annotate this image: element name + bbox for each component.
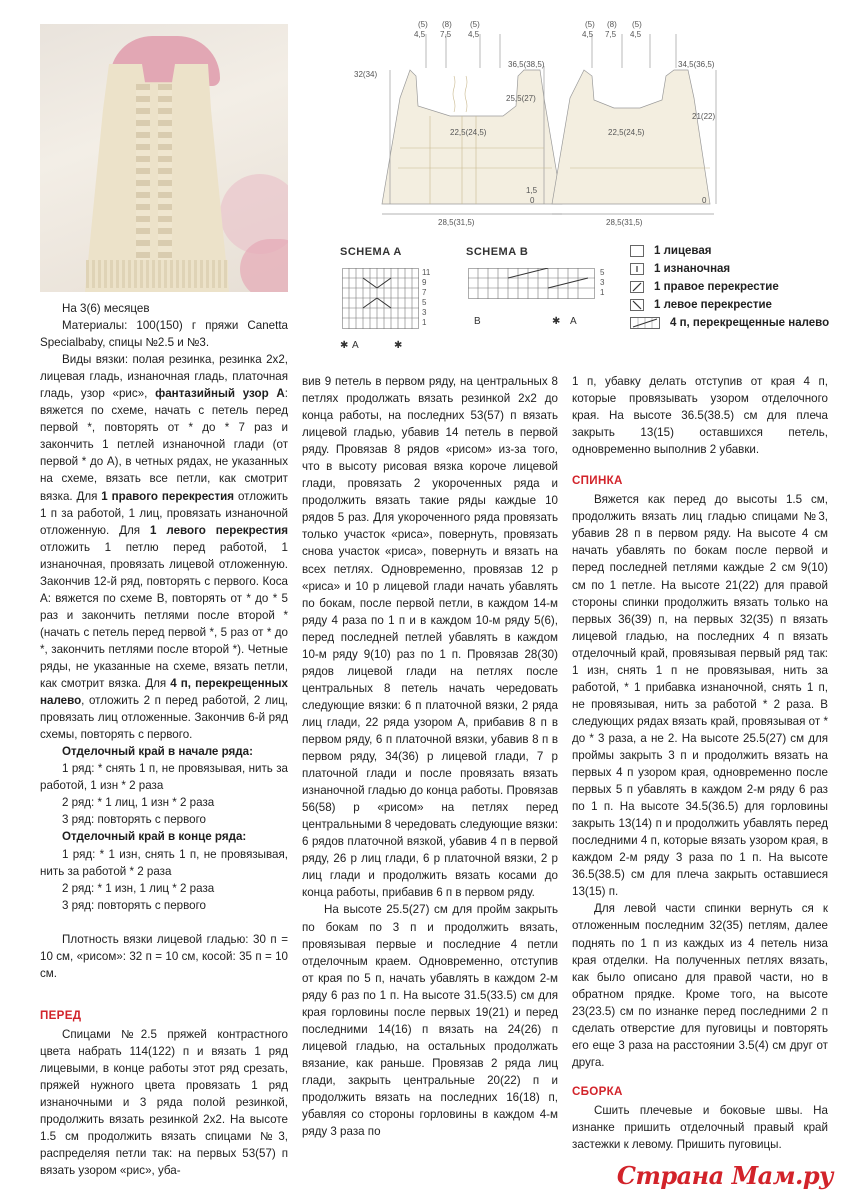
dim-label: 28,5(31,5) xyxy=(438,218,475,227)
legend-item xyxy=(630,260,829,278)
schema-a-rownum: 11 xyxy=(422,268,431,277)
schema-a-mark: ✱ xyxy=(340,340,349,351)
dim-label: (5) xyxy=(418,20,428,29)
dim-label: 36,5(38,5) xyxy=(508,60,545,69)
legend-label: 1 изнаночная xyxy=(654,263,731,275)
dim-label: 4,5 xyxy=(414,30,426,39)
knitted-dress xyxy=(82,64,232,292)
dim-label: 21(22) xyxy=(692,112,716,121)
schema-b-title: SCHEMA B xyxy=(466,246,529,258)
schema-b-mark: A xyxy=(570,316,577,327)
dim-label: 4,5 xyxy=(630,30,642,39)
dim-label: 0 xyxy=(702,196,707,205)
dim-label: 7,5 xyxy=(440,30,452,39)
legend-item xyxy=(630,278,829,296)
dim-label: 28,5(31,5) xyxy=(606,218,643,227)
edge-end-row: 3 ряд: повторять с первого xyxy=(62,898,206,912)
dim-label: 22,5(24,5) xyxy=(608,128,645,137)
legend-label: 1 правое перекрестие xyxy=(654,281,779,293)
legend-label: 1 левое перекрестие xyxy=(654,299,772,311)
legend-item xyxy=(630,314,829,332)
schema-b-mark: ✱ xyxy=(552,316,561,327)
shoulder-text: 1 п, убавку делать отступив от края 4 п, которые провязывать узором отделочного края. На высоте 36.5(38.5) см для плеча закрыть 13(15) оставшихся петель, одновременно выполнив 2 убавки. xyxy=(572,375,828,457)
section-heading-front: ПЕРЕД xyxy=(40,1008,82,1022)
legend-label: 4 п, перекрещенные налево xyxy=(670,317,830,329)
dim-label: 7,5 xyxy=(605,30,617,39)
schema-b xyxy=(466,246,616,336)
materials: Материалы: 100(150) г пряжи Canetta Specialbaby, спицы №2.5 и №3. xyxy=(40,319,288,350)
edge-start-row: 2 ряд: * 1 лиц, 1 изн * 2 раза xyxy=(62,796,215,810)
schema-b-rownum: 5 xyxy=(600,268,605,277)
dim-label: (5) xyxy=(585,20,595,29)
assembly-text: Сшить плечевые и боковые швы. На изнанке пришить отделочный правый край застежки к левому. Пришить пуговицы. xyxy=(572,1103,828,1152)
dim-label: 34,5(36,5) xyxy=(678,60,715,69)
edge-end-row: 2 ряд: * 1 изн, 1 лиц * 2 раза xyxy=(62,881,215,895)
front-text-cont: вив 9 петель в первом ряду, на центральных 8 петлях продолжать вязать резинкой 2x2 до конца работы, на последних 53(57) п вязать лицевой гладью, убавив 14 петель в первой ряду. Провязав 8 рядов «рисом» из-за того, что в высоту рисовая вязка короче лицевой глади, провязать 2 укороченных ряда и продолжить вязать такие ряды каждые 10 рядов 5 раз. Для укороченного ряда провязать только участок «риса», повернуть, провязать снова участок «риса», повернуть и вязать на всех петлях. Одновременно, провязав 12 р «риса» и 10 р лицевой глади начать убавлять по бокам, после первой петли, в каждом 14-м ряду 4 раза по 1 п и в каждом 10-м ряду 5(6), перед последней петлей убавлять в каждом 10-м ряду 9(10) раз по 1 п. Провязав 28(30) рядов лицевой глади на петлях после центральных 8 петель начать чередовать следующие вязки: 6 п платочной вязки, 2 ряда лиц глади, 22 ряда узором А, прибавив 8 п в первом ряду, 6 п платочной вязки, убавив 8 п в первом ряду, 34(36) р лицевой глади, 7 р платочной глади и после провязать вязать изнаночной гладью до конца работы. Провязав 56(58) р «рисом» на петлях перед центральными 8 чередовать следующие вязки: 6 рядов платочной вязкой, убавив 4 п в первой ряду, 26 р лиц глади, 6 р платочной вязки, 2 р лиц глади и продолжить вязать косами до конца работы, прибавив 6 п в первом ряду. xyxy=(302,375,558,900)
schema-b-mark: B xyxy=(474,316,481,327)
dim-label: 0 xyxy=(530,196,535,205)
schema-a-rownum: 3 xyxy=(422,308,427,317)
gauge: Плотность вязки лицевой гладью: 30 п = 10 см, «рисом»: 32 п = 10 см, косой: 35 п = 10 см. xyxy=(40,932,288,980)
cable-left-icon xyxy=(630,317,660,329)
legend-item xyxy=(630,242,829,260)
schema-a-rownum: 5 xyxy=(422,298,427,307)
dim-label: 1,5 xyxy=(526,186,538,195)
edge-end-title: Отделочный край в конце ряда: xyxy=(62,830,247,844)
cable-stripe xyxy=(158,84,172,284)
site-watermark: Страна Мам.ру xyxy=(616,1161,833,1190)
dim-label: 32(34) xyxy=(354,70,378,79)
right-cross-icon xyxy=(630,281,644,293)
cable-stripe xyxy=(136,84,150,284)
schema-a-rownum: 9 xyxy=(422,278,427,287)
purl-stitch-icon xyxy=(630,263,644,275)
schema-b-rownum: 3 xyxy=(600,278,605,287)
schema-a-grid xyxy=(342,268,422,330)
schema-a xyxy=(340,246,450,356)
edge-start-title: Отделочный край в начале ряда: xyxy=(62,745,253,759)
dim-label: 4,5 xyxy=(582,30,594,39)
legend-item xyxy=(630,296,829,314)
dim-label: (5) xyxy=(632,20,642,29)
section-heading-back: СПИНКА xyxy=(572,474,623,488)
text-column-3 xyxy=(572,373,828,1153)
size-line: На 3(6) месяцев xyxy=(62,302,150,315)
knit-stitch-icon xyxy=(630,245,644,257)
legend-label: 1 лицевая xyxy=(654,245,712,257)
dress-hem xyxy=(86,260,228,288)
schema-a-mark: ✱ xyxy=(394,340,403,351)
dim-label: (8) xyxy=(442,20,452,29)
back-left-text: Для левой части спинки вернуть ся к отложенным последним 32(35) петлям, далее поднять по 1 п из каждых из 4 петель низа края отделки. На полученных петлях вязать, как было описано для правой части, но в обратном прядке. Кроме того, на высоте 23(23.5) см по изнанке перед последними 2 п сделать отверстие для пуговицы и повторять его еще 3 раза на расстоянии 3.5(4) см друг от друга. xyxy=(572,902,828,1069)
stitch-types: Виды вязки: полая резинка, резинка 2x2, лицевая гладь, изнаночная гладь, платочная гладь, узор «рис», фантазийный узор А: вяжется по схеме, начать с петель перед первой *, повторять от * до * 7 раз и закончить 1 петлей изнаночной глади (от первой * до А), в четных рядах, не указанных на схеме, вязать все петли, как смотрит вязка. Для 1 правого перекрестия отложить 1 п за работой, 1 лиц, провязать изнаночной отложенную. Для 1 левого перекрестия отложить 1 петлю перед работой, 1 изнаночная, провязать лицевой отложенную. Закончив 12-й ряд, повторять с первого. Коса А: вяжется по схеме В, повторять от * до * 5 раз и закончить петлями после второй * (начать с петель перед первой *, 5 раз от * до *, закончить петлями после второй *). Четные ряды, не указанные на схеме, вязать петли, как смотрит вязка. Для 4 п, перекрещенных налево, отложить 2 п перед работой, 2 лиц, провязать лиц отложенные. Закончив 6-й ряд схемы, повторять с первого. xyxy=(40,353,288,742)
schema-a-rownum: 7 xyxy=(422,288,427,297)
schema-b-grid xyxy=(468,268,598,300)
schema-a-rownum: 1 xyxy=(422,318,427,327)
schema-b-rownum: 1 xyxy=(600,288,605,297)
dim-label: 4,5 xyxy=(468,30,480,39)
dim-label: 25,5(27) xyxy=(506,94,536,103)
pattern-schematic xyxy=(330,18,730,230)
text-column-2 xyxy=(302,373,558,1140)
front-text: Спицами №2.5 пряжей контрастного цвета набрать 114(122) п и вязать 1 ряд лицевыми, в конце работы этот ряд срезать, пряжей нужного цвета провязать 1 ряд изнаночными и 3 ряда полой резинкой, продолжить вязать резинкой 2x2. На высоте 1.5 см продолжить вязать спицами №3, распределяя петли так: на первых 53(57) п вязать узором «рис», уба- xyxy=(40,1027,288,1178)
schema-a-mark: A xyxy=(352,340,359,351)
stitch-legend xyxy=(630,242,829,332)
section-heading-assembly: СБОРКА xyxy=(572,1084,623,1098)
left-cross-icon xyxy=(630,299,644,311)
dim-label: (5) xyxy=(470,20,480,29)
schema-a-title: SCHEMA A xyxy=(340,246,402,258)
dress-photo xyxy=(40,24,288,292)
dim-label: (8) xyxy=(607,20,617,29)
edge-start-row: 1 ряд: * снять 1 п, не провязывая, нить за работой, 1 изн * 2 раза xyxy=(40,762,288,793)
edge-end-row: 1 ряд: * 1 изн, снять 1 п, не провязывая, нить за работой * 2 раза xyxy=(40,847,288,878)
armhole-text: На высоте 25.5(27) см для пройм закрыть по бокам по 3 п и продолжить вязать, провязывая первые и последние 4 петли отделочным краем. Одновременно, отступив от края по 5 п, начать убавлять в каждом 2-м ряду 6 раз по 1 п. На высоте 31.5(33.5) см для края горловины после первых 19(21) и перед последними 14(16) п вязать на 24(26) п лицевой гладью, на остальных продолжать вязание, как раньше. Провязав 2 ряда лиц глади, закрыть центральные 20(22) п и продолжить вязать на последних 16(18) п, убавляя со стороны горловины в каждом 4-м ряду 3 раза по xyxy=(302,903,558,1139)
back-text: Вяжется как перед до высоты 1.5 см, продолжить вязать лиц гладью спицами №3, убавив 28 п в первом ряду. На высоте 4 см начать убавлять по бокам после первой и перед последней петлями каждые 2 см 9(10) см по 1 петле. На высоте 21(22) для правой стороны спинки продолжить вязать только на первых 36(39) п, на первых 32(35) п вязать лицевой гладью, на последних 4 п вязать отделочный край, провязывая первый ряд так: 1 изн, снять 1 п не провязывая, нить за работой, * 1 прибавка изнаночной, снять 1 п, не провязывая, нить за работой * 2 раза. В следующих рядах вязать край, провязывая от * до * 3 раза, а не 2. На высоте 25.5(27) см для проймы закрыть 3 п и продолжить вязать на первых 4 п узором края, одновременно после первых 5 п убавлять в каждом 2-м ряду 6 раз по 1 п. На высоте 34.5(36.5) для горловины закрыть 13(14) п и продолжить убавлять перед последними 4 п, которые вязать узором края, в каждом 2-м ряду 3 раза по 1 п. На высоте 36.5(38.5) см для плеча закрыть оставшиеся 13(15) п. xyxy=(572,493,828,899)
text-column-1 xyxy=(40,300,288,1179)
edge-start-row: 3 ряд: повторять с первого xyxy=(62,813,206,827)
dim-label: 22,5(24,5) xyxy=(450,128,487,137)
